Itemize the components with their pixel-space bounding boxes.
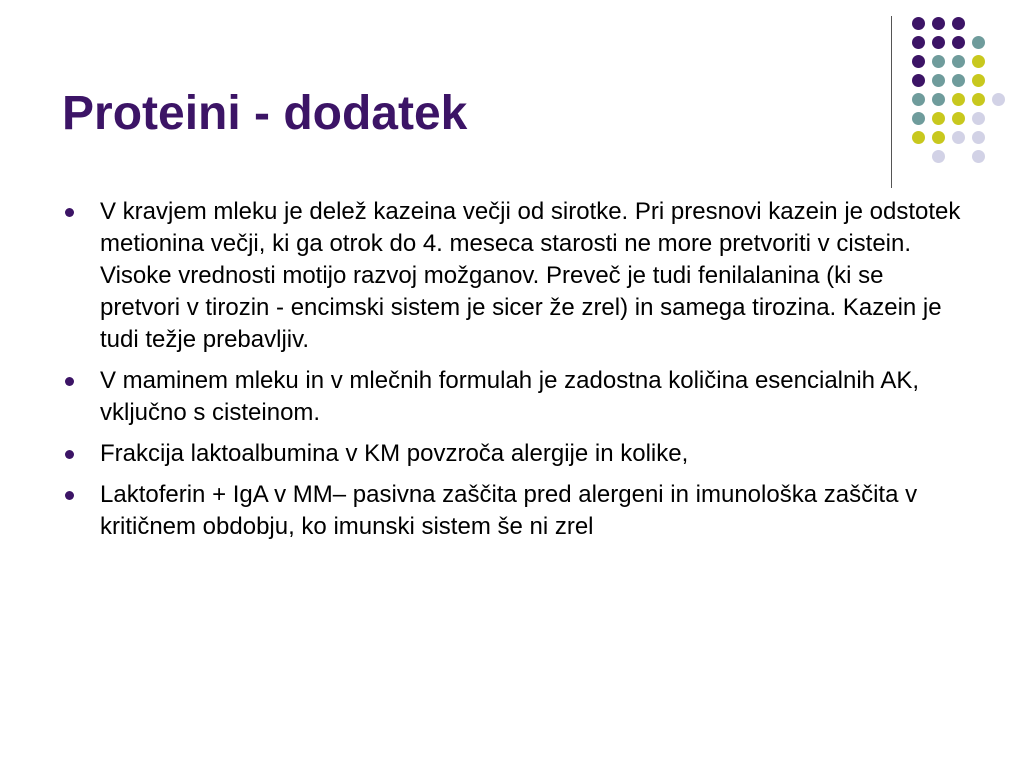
decorative-dot: [912, 131, 925, 144]
bullet-text: Frakcija laktoalbumina v KM povzroča alergije in kolike,: [100, 440, 689, 467]
decorative-dot: [972, 55, 985, 68]
bullet-text: Laktoferin + IgA v MM– pasivna zaščita pred alergeni in imunološka zaščita v kritičnem obdobju, ko imunski sistem še ni zrel: [100, 481, 918, 540]
decorative-dot: [932, 36, 945, 49]
vertical-divider-line: [891, 16, 892, 188]
decorative-dot: [932, 55, 945, 68]
bullet-icon: [65, 491, 74, 500]
bullet-item: [62, 438, 962, 470]
decorative-dot: [912, 17, 925, 30]
decorative-dot: [912, 55, 925, 68]
bullet-list: [62, 196, 962, 552]
decorative-dot: [952, 36, 965, 49]
decorative-dot: [932, 17, 945, 30]
decorative-dot: [972, 36, 985, 49]
bullet-text: V maminem mleku in v mlečnih formulah je zadostna količina esencialnih AK, vključno s cisteinom.: [100, 367, 920, 426]
bullet-item: [62, 365, 962, 429]
decorative-dot: [952, 112, 965, 125]
decorative-dot: [952, 55, 965, 68]
decorative-dot: [932, 93, 945, 106]
decorative-dot: [912, 74, 925, 87]
slide-title: Proteini - dodatek: [62, 87, 468, 140]
decorative-dot: [972, 150, 985, 163]
decorative-dot: [972, 74, 985, 87]
decorative-dot: [952, 74, 965, 87]
decorative-dot: [932, 131, 945, 144]
bullet-icon: [65, 208, 74, 217]
decorative-dot: [952, 17, 965, 30]
decorative-dot: [912, 112, 925, 125]
decorative-dot: [912, 36, 925, 49]
decorative-dot: [972, 131, 985, 144]
decorative-dot: [972, 93, 985, 106]
decorative-dot: [992, 93, 1005, 106]
decorative-dot: [932, 112, 945, 125]
decorative-dot: [912, 93, 925, 106]
decorative-dot: [952, 131, 965, 144]
bullet-icon: [65, 450, 74, 459]
bullet-icon: [65, 377, 74, 386]
decorative-dot: [932, 150, 945, 163]
bullet-item: [62, 196, 962, 356]
decorative-dot: [972, 112, 985, 125]
bullet-item: [62, 479, 962, 543]
decorative-dot: [932, 74, 945, 87]
bullet-text: V kravjem mleku je delež kazeina večji od sirotke. Pri presnovi kazein je odstotek metionina večji, ki ga otrok do 4. meseca starosti ne more pretvoriti v cistein. Visoke vrednosti motijo razvoj možganov. Preveč je tudi fenilalanina (ki se pretvori v tirozin - encimski sistem je sicer že zrel) in samega tirozina. Kazein je tudi težje prebavljiv.: [100, 198, 961, 353]
decorative-dot: [952, 93, 965, 106]
